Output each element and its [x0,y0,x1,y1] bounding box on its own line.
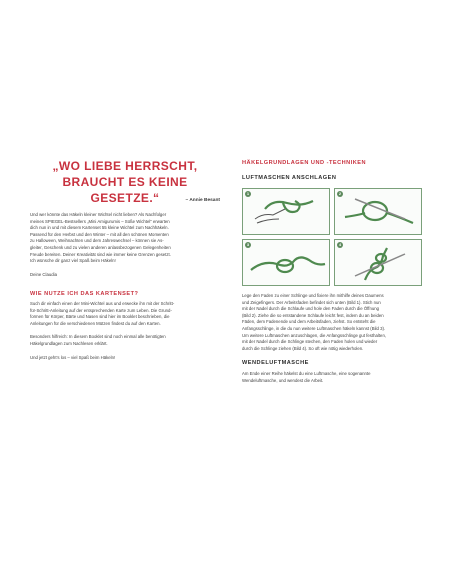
instruction-image-1 [242,188,330,235]
panel-number: 1 [246,191,250,196]
signature: Deine Claudia [30,272,57,277]
intro-line: gleiter, Geschenk und zu vielen anderen anlassbezogenen Gelegenheiten [30,244,171,250]
quote-line-2: BRAUCHT ES KEINE GESETZE.“ [62,175,188,205]
body2-line: Wendeluftmasche, und wendest die Arbeit. [242,377,324,383]
section-heading-kartenset: WIE NUTZE ICH DAS KARTENSET? [30,291,139,297]
body-line: Fäden, dem Fadenende und dem Arbeitsfaden, ziehst. So entsteht die [242,319,376,325]
body-line: mit der Nadel durch die Schlinge stechen, den Faden holen und wieder [242,339,378,345]
intro-line: Freude bereiten. Deiner Kreativität sind wie immer keine Grenzen gesetzt. [30,251,171,257]
body-line: und Zeigefingers. Der Arbeitsfaden befindet sich unten (Bild 1). Stich nun [242,299,381,305]
quote-line-1: „WO LIEBE HERRSCHT, [52,159,198,173]
closing-line: Und jetzt geht’s los – viel Spaß beim Häkeln! [30,355,116,360]
intro-line: zu Halloween, Weihnachten und dem Jahreswechsel – können sie As- [30,238,164,244]
intro-line: dich nun in und mit diesem Kartenset 55 kleine Wichtel zum Nachhäkeln. [30,225,169,231]
hook-through-loop-illustration [335,189,423,236]
bonus-paragraph [30,334,222,347]
panel-number: 3 [246,242,250,247]
body-line: Um weitere Luftmaschen anzuschlagen, die Anfangsschlinge gut festhalten, [242,332,387,338]
subheading-luftmaschen: LUFTMASCHEN ANSCHLAGEN [242,175,337,181]
slip-knot-illustration [243,240,331,287]
instruction-images [242,188,422,286]
intro-line: Ich wünsche dir ganz viel Spaß beim Häkeln! [30,258,116,264]
body-line: durch die Schlinge ziehen (Bild 4). So oft wie nötig wiederholen. [242,345,364,351]
usage-line: formen für Körper, Bärte und Nasen sind hier im Booklet beschrieben, die [30,314,170,320]
chain-stitch-illustration [335,240,423,287]
usage-line: Such dir einfach einen der Mini-Wichtel aus und erwecke ihn mit der Schritt- [30,301,175,306]
bonus-line: Besonders hilfreich: In diesem Booklet sind noch einmal alle benötigten [30,334,166,339]
bonus-line: Häkelgrundlagen zum Nachlesen erklärt. [30,340,108,346]
panel-number: 2 [338,191,342,196]
usage-line: für-Schritt-Anleitung auf der entsprechenden Karte zum Leben. Die Grund- [30,307,172,313]
intro-line: Passend für den Herbst und den Winter – mit all den schönen Momenten [30,231,169,237]
body-line: (Bild 2). Ziehe die so entstandene Schlaufe leicht fest, indem du an beiden [242,312,384,318]
instruction-image-4 [334,239,422,286]
section-heading-grundlagen: HÄKELGRUNDLAGEN UND -TECHNIKEN [242,160,367,166]
body-line: Lege den Faden zu einer Schlinge und fixiere ihn mithilfe deines Daumens [242,293,384,298]
wendeluftmasche-paragraph [242,371,424,384]
usage-paragraph [30,301,222,327]
intro-line: Und wer könnte das Häkeln kleiner Wichtel nicht lieben? Als Nachfolger [30,212,167,217]
right-page [226,0,452,584]
intro-paragraph [30,212,222,265]
subheading-wendeluftmasche: WENDELUFTMASCHE [242,360,309,366]
panel-number: 4 [338,242,342,247]
intro-line: meines SPIEGEL-Bestsellers „Mini Amigurumis – Süße Wichtel“ erwarten [30,218,170,224]
luftmaschen-paragraph [242,293,424,352]
body-line: mit der Nadel durch die Schlaufe und hole den Faden durch die Öffnung [242,306,380,312]
instruction-image-2 [334,188,422,235]
body-line: Anfangsschlinge, in die du nun weitere Luftmaschen häkeln kannst (Bild 3). [242,325,386,331]
hand-loop-illustration [243,189,331,236]
usage-line: Anleitungen für die verschiedenen Mützen findest du auf den Karten. [30,320,161,326]
quote-author: – Annie Besant [185,198,220,203]
body2-line: Am Ende einer Reihe häkelst du eine Luftmasche, eine sogenannte [242,371,371,376]
instruction-image-3 [242,239,330,286]
